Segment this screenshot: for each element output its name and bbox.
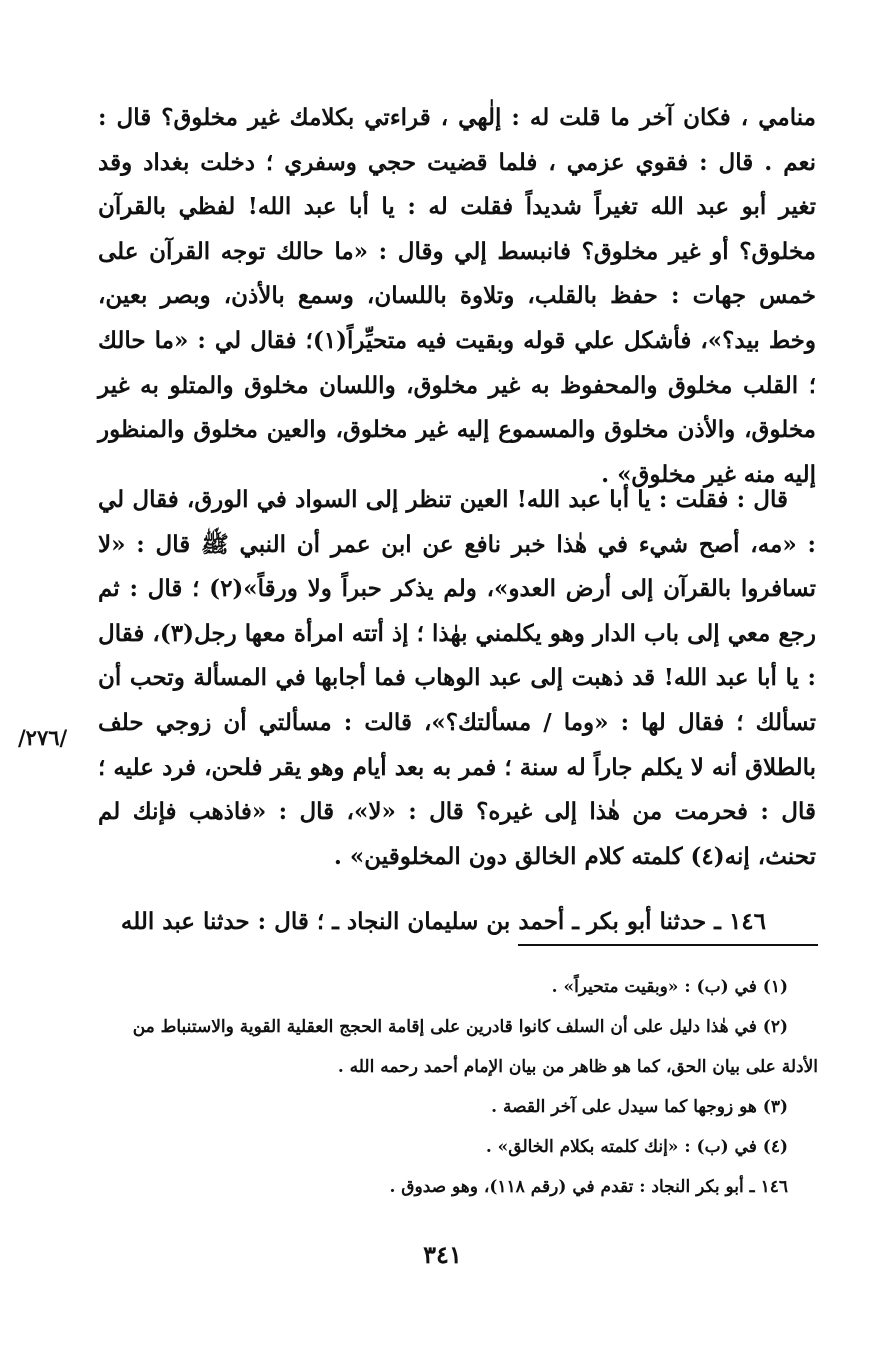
main-paragraph-1 <box>98 96 816 497</box>
hadith-146-isnad: ١٤٦ ـ حدثنا أبو بكر ـ أحمد بن سليمان النجاد ـ ؛ قال : حدثنا عبد الله <box>120 908 766 935</box>
footnote-2: (٢) في هٰذا دليل على أن السلف كانوا قادرين على إقامة الحجج العقلية القوية والاستنباط من الأدلة على بيان الحق، كما هو ظاهر من بيان الإمام أحمد رحمه الله . <box>132 1017 818 1077</box>
footnote-4: (٤) في (ب) : «إنك كلمته بكلام الخالق» . <box>485 1137 788 1157</box>
manuscript-folio-marker: /٢٧٦/ <box>18 725 68 750</box>
footnote-1: (١) في (ب) : «وبقيت متحيراً» . <box>551 977 788 997</box>
main-paragraph-2 <box>98 478 816 879</box>
footnote-divider <box>518 944 818 946</box>
footnote-3: (٣) هو زوجها كما سيدل على آخر القصة . <box>491 1097 788 1117</box>
page-number: ٣٤١ <box>423 1240 462 1269</box>
paragraph-text: منامي ، فكان آخر ما قلت له : إلٰهي ، قراءتي بكلامك غير مخلوق؟ قال : نعم . قال : فقوي عزمي ، فلما قضيت حجي وسفري ؛ دخلت بغداد وقد تغير أبو عبد الله تغيراً شديداً فقلت له : يا أبا عبد الله! لفظي بالقرآن مخلوق؟ أو غير مخلوق؟ فانبسط إلي وقال : «ما حالك توجه القرآن على خمس جهات : حفظ بالقلب، وتلاوة باللسان، وسمع بالأذن، وبصر بعين، وخط بيد؟»، فأشكل علي قوله وبقيت فيه متحيِّراً(١)؛ فقال لي : «ما حالك ؛ القلب مخلوق والمحفوظ به غير مخلوق، واللسان مخلوق والمتلو به غير مخلوق، والأذن مخلوق والمسموع إليه غير مخلوق، والعين مخلوق والمنظور إليه منه غير مخلوق» . <box>98 104 816 488</box>
footnotes <box>98 967 836 1207</box>
paragraph-text: قال : فقلت : يا أبا عبد الله! العين تنظر إلى السواد في الورق، فقال لي : «مه، أصح شيء في هٰذا خبر نافع عن ابن عمر أن النبي ﷺ قال : «لا تسافروا بالقرآن إلى أرض العدو»، ولم يذكر حبراً ولا ورقاً»(٢) ؛ قال : ثم رجع معي إلى باب الدار وهو يكلمني بهٰذا ؛ إذ أتته امرأة معها رجل(٣)، فقال : يا أبا عبد الله! قد ذهبت إلى عبد الوهاب فما أجابها في المسألة وتحب أن تسألك ؛ فقال لها : «وما / مسألتك؟»، قالت : مسألتي أن زوجي حلف بالطلاق أنه لا يكلم جاراً له سنة ؛ فمر به بعد أيام وهو يقر فلحن، فرد عليه ؛ قال : فحرمت من هٰذا إلى غيره؟ قال : «لا»، قال : «فاذهب فإنك لم تحنث، إنه(٤) كلمته كلام الخالق دون المخلوقين» . <box>98 486 817 870</box>
footnote-narrator-146: ١٤٦ ـ أبو بكر النجاد : تقدم في (رقم ١١٨)، وهو صدوق . <box>389 1177 788 1197</box>
